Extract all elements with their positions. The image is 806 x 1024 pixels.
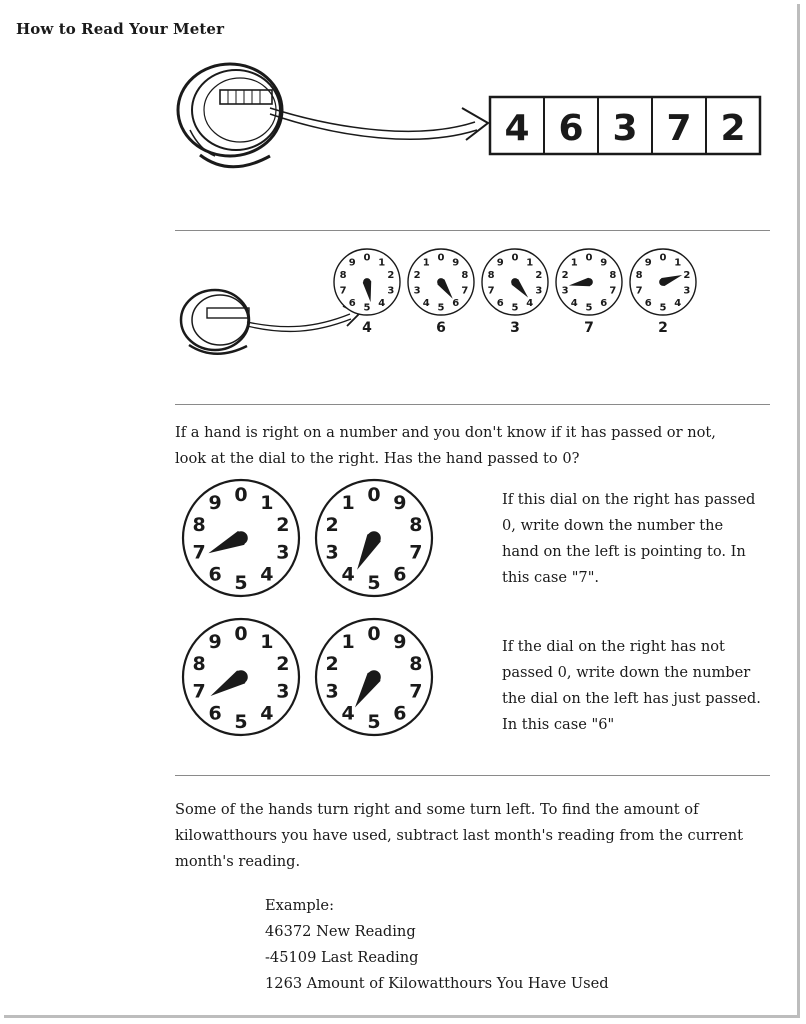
example-new-reading: 46372 New Reading xyxy=(265,923,416,940)
dial-small xyxy=(556,249,622,315)
dial-number: 7 xyxy=(409,541,423,564)
dial-number: 1 xyxy=(526,257,534,269)
dial-number: 8 xyxy=(192,653,206,676)
dial-number: 2 xyxy=(413,269,421,281)
dial-number: 3 xyxy=(413,285,421,297)
dial-number: 8 xyxy=(461,269,469,281)
dial-number: 5 xyxy=(437,302,445,314)
case-passed-text xyxy=(502,487,792,591)
dial-number: 3 xyxy=(387,285,395,297)
dial-number: 9 xyxy=(393,492,407,515)
dial-number: 8 xyxy=(487,269,495,281)
dial-number: 9 xyxy=(393,631,407,654)
dial-number: 6 xyxy=(208,702,222,725)
dial-number: 2 xyxy=(387,269,395,281)
case-not-passed-line: passed 0, write down the number xyxy=(502,664,751,681)
subtraction-instruction-line: month's reading. xyxy=(175,853,301,870)
subtraction-instruction-line: Some of the hands turn right and some turn left. To find the amount of xyxy=(175,801,699,818)
example-heading: Example: xyxy=(265,897,334,914)
dial-number: 2 xyxy=(683,269,691,281)
dial-small xyxy=(482,249,548,315)
dial-hub xyxy=(437,278,445,286)
divider xyxy=(175,404,770,405)
dial-small xyxy=(630,249,696,315)
passed-instruction xyxy=(175,420,775,472)
dial-number: 4 xyxy=(674,297,682,309)
dial-number: 2 xyxy=(535,269,543,281)
dial-number: 7 xyxy=(609,285,617,297)
dial-number: 7 xyxy=(635,285,643,297)
dial-number: 2 xyxy=(276,653,290,676)
dial-big-right-top xyxy=(316,480,432,596)
dial-number: 8 xyxy=(339,269,347,281)
dial-number: 4 xyxy=(341,702,355,725)
page-title: How to Read Your Meter xyxy=(16,20,225,38)
dial-number: 0 xyxy=(367,622,381,645)
dial-number: 4 xyxy=(570,297,578,309)
dial-number: 1 xyxy=(341,492,355,515)
divider xyxy=(175,230,770,231)
dial-hub xyxy=(234,531,248,545)
dial-number: 1 xyxy=(674,257,682,269)
dial-number: 9 xyxy=(208,631,222,654)
dial-hub xyxy=(363,278,371,286)
dial-number: 9 xyxy=(496,257,504,269)
dial-number: 8 xyxy=(609,269,617,281)
dial-number: 0 xyxy=(367,483,381,506)
dial-hub xyxy=(367,670,381,684)
dial-number: 7 xyxy=(192,541,206,564)
dial-number: 7 xyxy=(339,285,347,297)
dial-number: 4 xyxy=(422,297,430,309)
dial-number: 1 xyxy=(570,257,578,269)
dial-small xyxy=(408,249,474,315)
case-passed-line: this case "7". xyxy=(502,569,600,586)
dial-number: 3 xyxy=(535,285,543,297)
dial-number: 4 xyxy=(260,702,274,725)
subtraction-instruction xyxy=(175,797,775,875)
odometer-digit: 2 xyxy=(720,108,746,149)
dial-hub xyxy=(234,670,248,684)
dial-number: 3 xyxy=(325,680,339,703)
odometer-digit: 3 xyxy=(612,108,638,149)
dial-number: 9 xyxy=(600,257,608,269)
dial-number: 5 xyxy=(234,710,248,733)
dial-number: 6 xyxy=(208,563,222,586)
example-block xyxy=(265,893,609,997)
dial-number: 7 xyxy=(487,285,495,297)
dial-number: 0 xyxy=(659,252,667,264)
dial-number: 5 xyxy=(511,302,519,314)
dial-number: 3 xyxy=(683,285,691,297)
dial-number: 1 xyxy=(378,257,386,269)
dial-reading-label: 2 xyxy=(658,320,668,336)
dial-number: 4 xyxy=(341,563,355,586)
dial-number: 1 xyxy=(422,257,430,269)
big-dials-illustration xyxy=(175,475,465,745)
odometer-digit: 7 xyxy=(666,108,692,149)
meter-odometer-illustration xyxy=(170,60,770,190)
passed-instruction-line: look at the dial to the right. Has the hand passed to 0? xyxy=(175,450,580,467)
electric-meter-icon xyxy=(181,290,249,354)
electric-meter-icon xyxy=(178,64,282,167)
dial-number: 6 xyxy=(600,297,608,309)
dial-number: 3 xyxy=(276,680,290,703)
dial-number: 6 xyxy=(644,297,652,309)
dial-number: 3 xyxy=(561,285,569,297)
dial-number: 3 xyxy=(325,541,339,564)
dial-number: 5 xyxy=(585,302,593,314)
divider xyxy=(175,775,770,776)
dial-small xyxy=(334,249,400,315)
dial-number: 9 xyxy=(452,257,460,269)
dial-number: 6 xyxy=(348,297,356,309)
dial-reading-label: 3 xyxy=(510,320,520,336)
dial-reading-label: 7 xyxy=(584,320,594,336)
odometer-display xyxy=(490,97,760,154)
dial-number: 2 xyxy=(276,514,290,537)
case-not-passed-line: If the dial on the right has not xyxy=(502,638,725,655)
dial-hub xyxy=(367,531,381,545)
dial-number: 0 xyxy=(437,252,445,264)
dial-number: 9 xyxy=(644,257,652,269)
dial-number: 8 xyxy=(192,514,206,537)
small-dials-row xyxy=(334,249,696,336)
dial-number: 4 xyxy=(260,563,274,586)
dial-number: 5 xyxy=(367,710,381,733)
dial-number: 1 xyxy=(341,631,355,654)
case-passed-line: 0, write down the number the xyxy=(502,517,724,534)
dial-number: 7 xyxy=(409,680,423,703)
dial-number: 9 xyxy=(208,492,222,515)
dial-number: 8 xyxy=(635,269,643,281)
dial-hub xyxy=(511,278,519,286)
dial-number: 7 xyxy=(461,285,469,297)
dial-number: 6 xyxy=(496,297,504,309)
dial-number: 0 xyxy=(585,252,593,264)
dial-number: 0 xyxy=(511,252,519,264)
meter-dials-illustration xyxy=(175,240,715,370)
dial-number: 0 xyxy=(234,622,248,645)
dial-hub xyxy=(585,278,593,286)
case-passed-line: If this dial on the right has passed xyxy=(502,491,756,508)
dial-reading-label: 4 xyxy=(362,320,372,336)
dial-number: 5 xyxy=(659,302,667,314)
dial-number: 8 xyxy=(409,514,423,537)
dial-number: 3 xyxy=(276,541,290,564)
dial-hub xyxy=(659,278,667,286)
dial-number: 6 xyxy=(393,563,407,586)
dial-number: 6 xyxy=(393,702,407,725)
dial-number: 2 xyxy=(561,269,569,281)
dial-number: 5 xyxy=(367,571,381,594)
case-not-passed-line: the dial on the left has just passed. xyxy=(502,690,761,707)
dial-reading-label: 6 xyxy=(436,320,446,336)
dial-big-left-bottom xyxy=(183,619,299,735)
dial-number: 2 xyxy=(325,514,339,537)
dial-number: 4 xyxy=(526,297,534,309)
example-used: 1263 Amount of Kilowatthours You Have Used xyxy=(265,975,609,992)
dial-number: 9 xyxy=(348,257,356,269)
odometer-digit: 6 xyxy=(558,108,584,149)
odometer-digit: 4 xyxy=(504,108,530,149)
dial-number: 1 xyxy=(260,631,274,654)
arrow-right-icon xyxy=(270,108,488,140)
subtraction-instruction-line: kilowatthours you have used, subtract last month's reading from the current xyxy=(175,827,743,844)
passed-instruction-line: If a hand is right on a number and you don't know if it has passed or not, xyxy=(175,424,716,441)
dial-number: 6 xyxy=(452,297,460,309)
case-not-passed-text xyxy=(502,634,792,738)
arrow-right-icon xyxy=(247,306,359,331)
example-last-reading: -45109 Last Reading xyxy=(265,949,419,966)
dial-number: 5 xyxy=(234,571,248,594)
dial-number: 7 xyxy=(192,680,206,703)
dial-number: 4 xyxy=(378,297,386,309)
case-passed-line: hand on the left is pointing to. In xyxy=(502,543,746,560)
dial-number: 5 xyxy=(363,302,371,314)
dial-big-right-bottom xyxy=(316,619,432,735)
dial-number: 1 xyxy=(260,492,274,515)
case-not-passed-line: In this case "6" xyxy=(502,716,615,733)
dial-number: 0 xyxy=(234,483,248,506)
dial-number: 2 xyxy=(325,653,339,676)
dial-big-left-top xyxy=(183,480,299,596)
dial-number: 0 xyxy=(363,252,371,264)
dial-number: 8 xyxy=(409,653,423,676)
